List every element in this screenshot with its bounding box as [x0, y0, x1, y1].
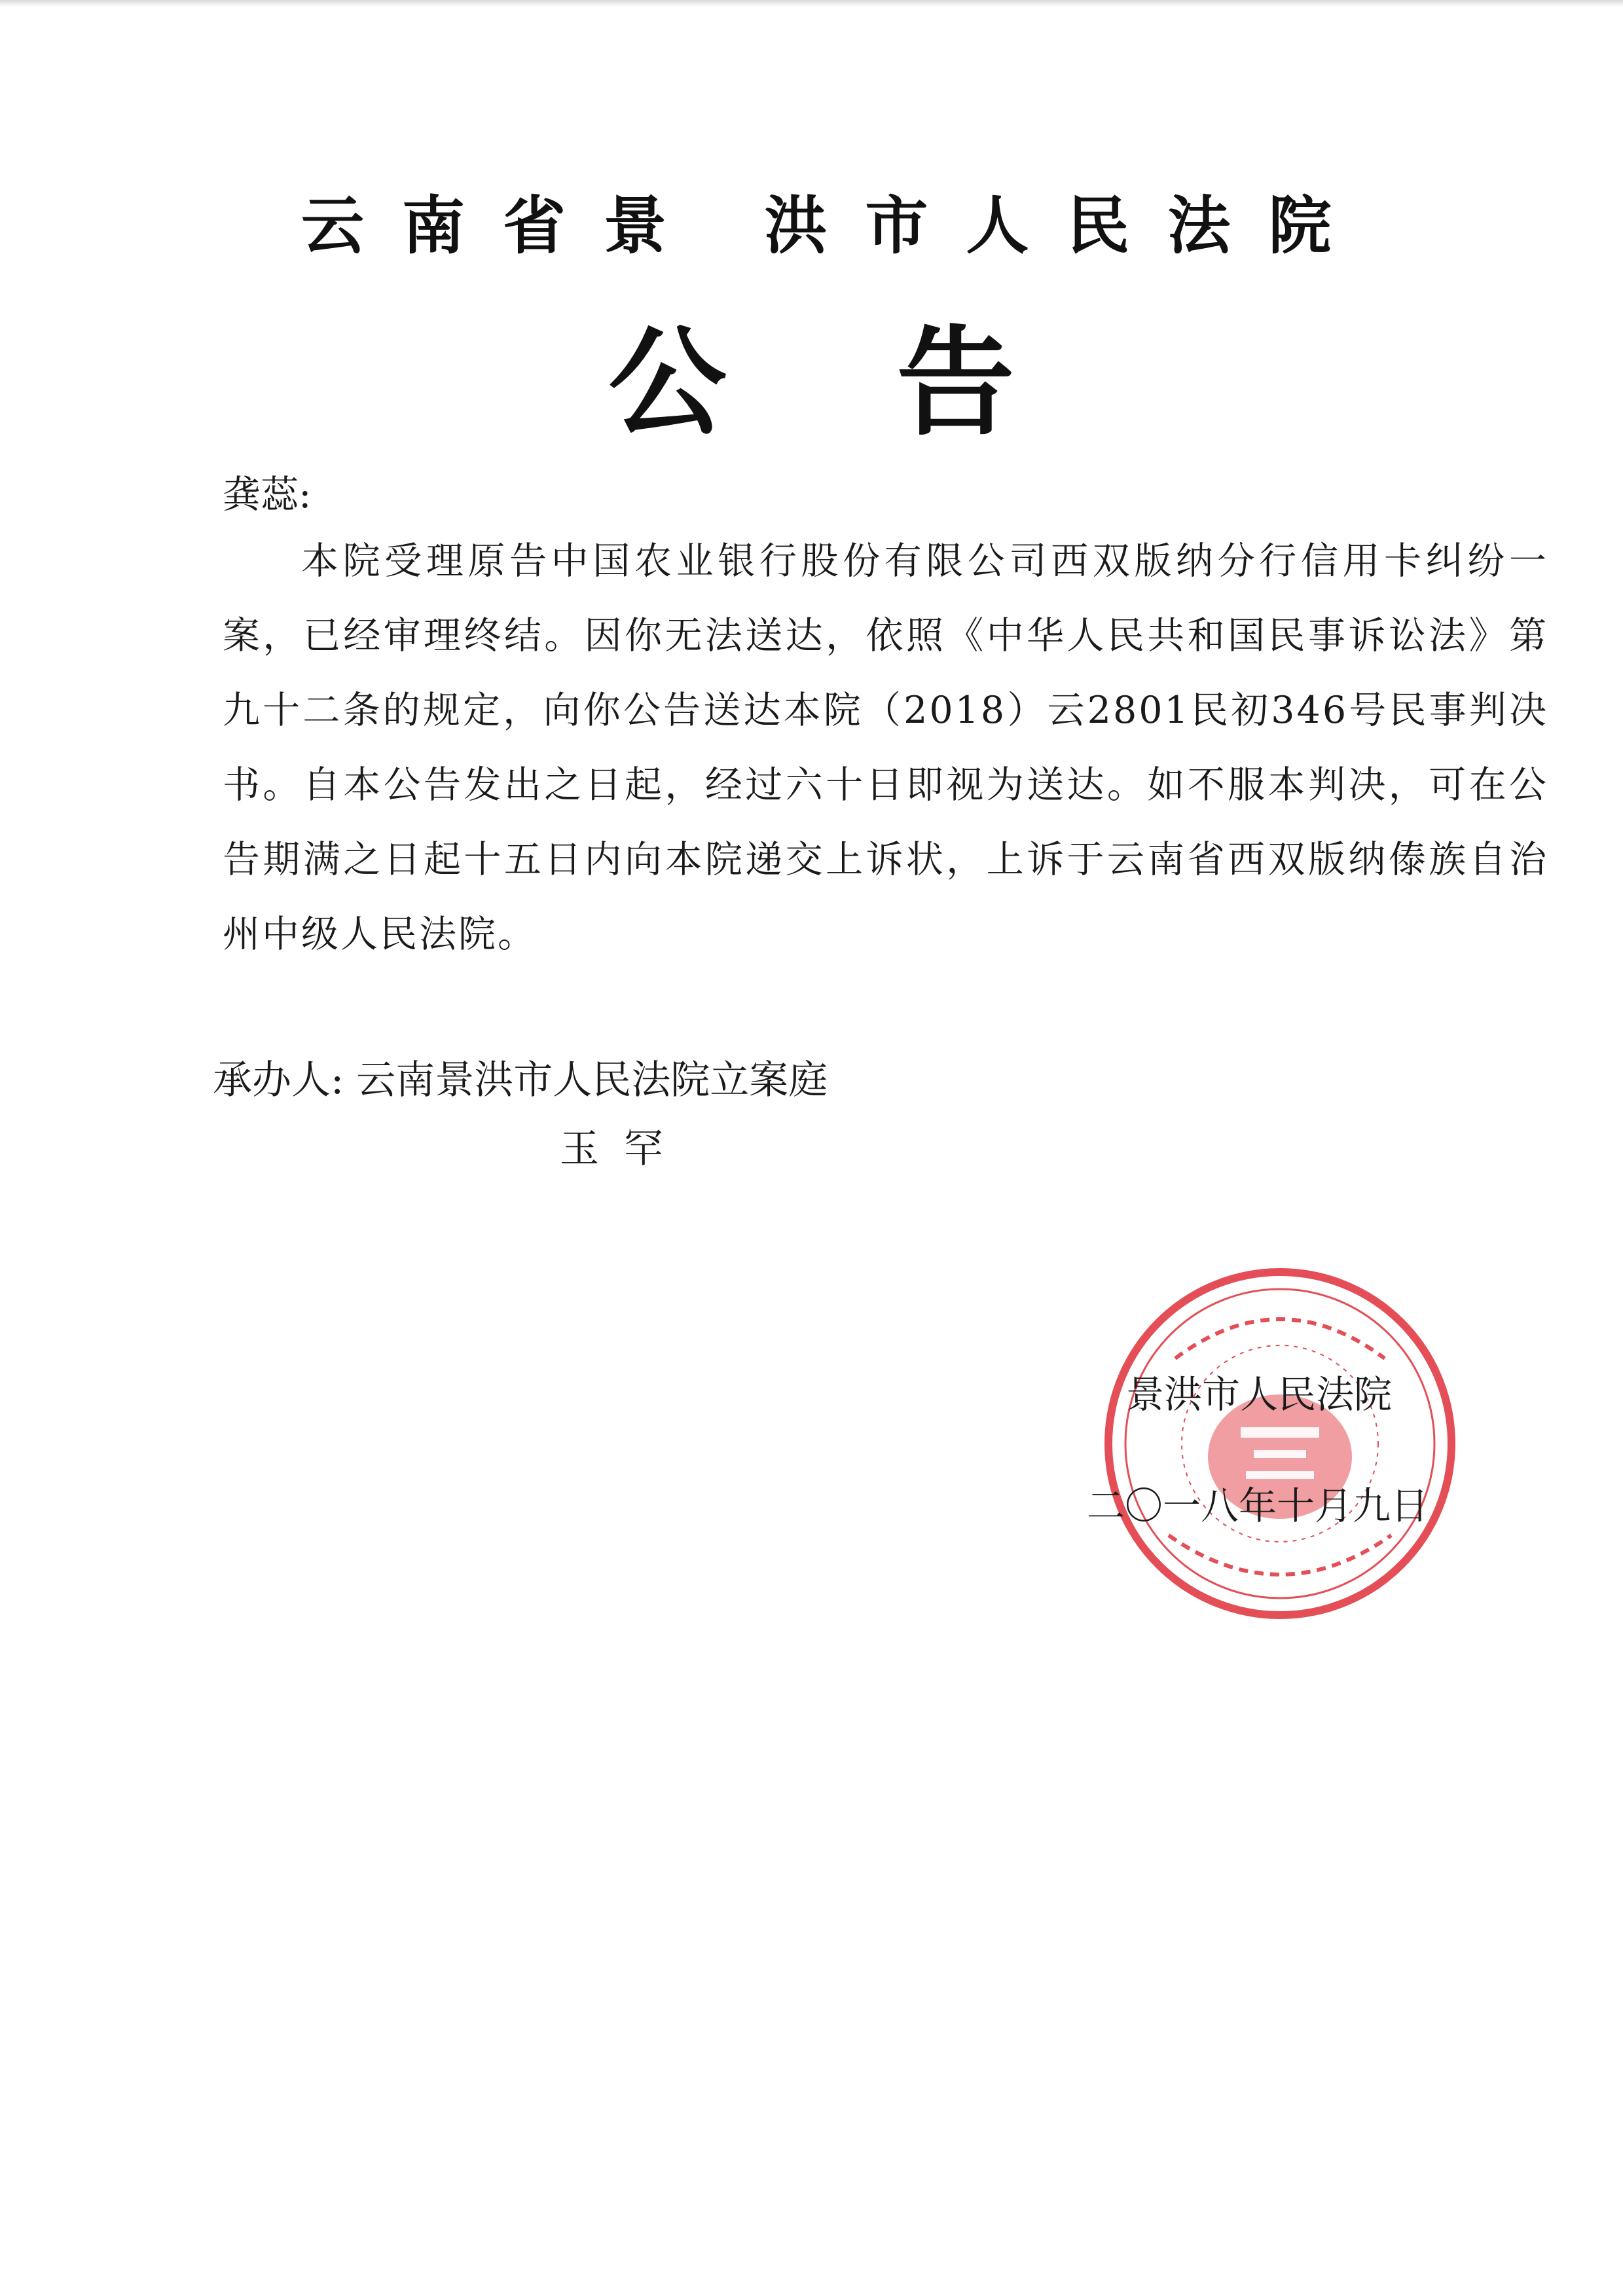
- scan-edge: [0, 0, 1623, 7]
- notice-title: 公告: [608, 314, 1185, 452]
- notice-body: 本院受理原告中国农业银行股份有限公司西双版纳分行信用卡纠纷一案，已经审理终结。因你无法送达，依照《中华人民共和国民事诉讼法》第九十二条的规定，向你公告送达本院（2018）云2801民初346号民事判决书。自本公告发出之日起，经过六十日即视为送达。如不服本判决，可在公告期满之日起十五日内向本院递交上诉状，上诉于云南省西双版纳傣族自治州中级人民法院。: [223, 539, 1548, 956]
- signature-date: 二〇一八年十月九日: [1087, 1484, 1429, 1528]
- handler-line: 承办人: 云南景洪市人民法院立案庭: [213, 1057, 828, 1103]
- addressee: 龚蕊:: [223, 472, 312, 517]
- court-title: 云南省景 洪市人民法院: [301, 189, 1370, 263]
- handler-name: 玉罕: [560, 1126, 688, 1172]
- signature-court: 景洪市人民法院: [1126, 1372, 1393, 1417]
- court-seal-icon: [1097, 1260, 1463, 1627]
